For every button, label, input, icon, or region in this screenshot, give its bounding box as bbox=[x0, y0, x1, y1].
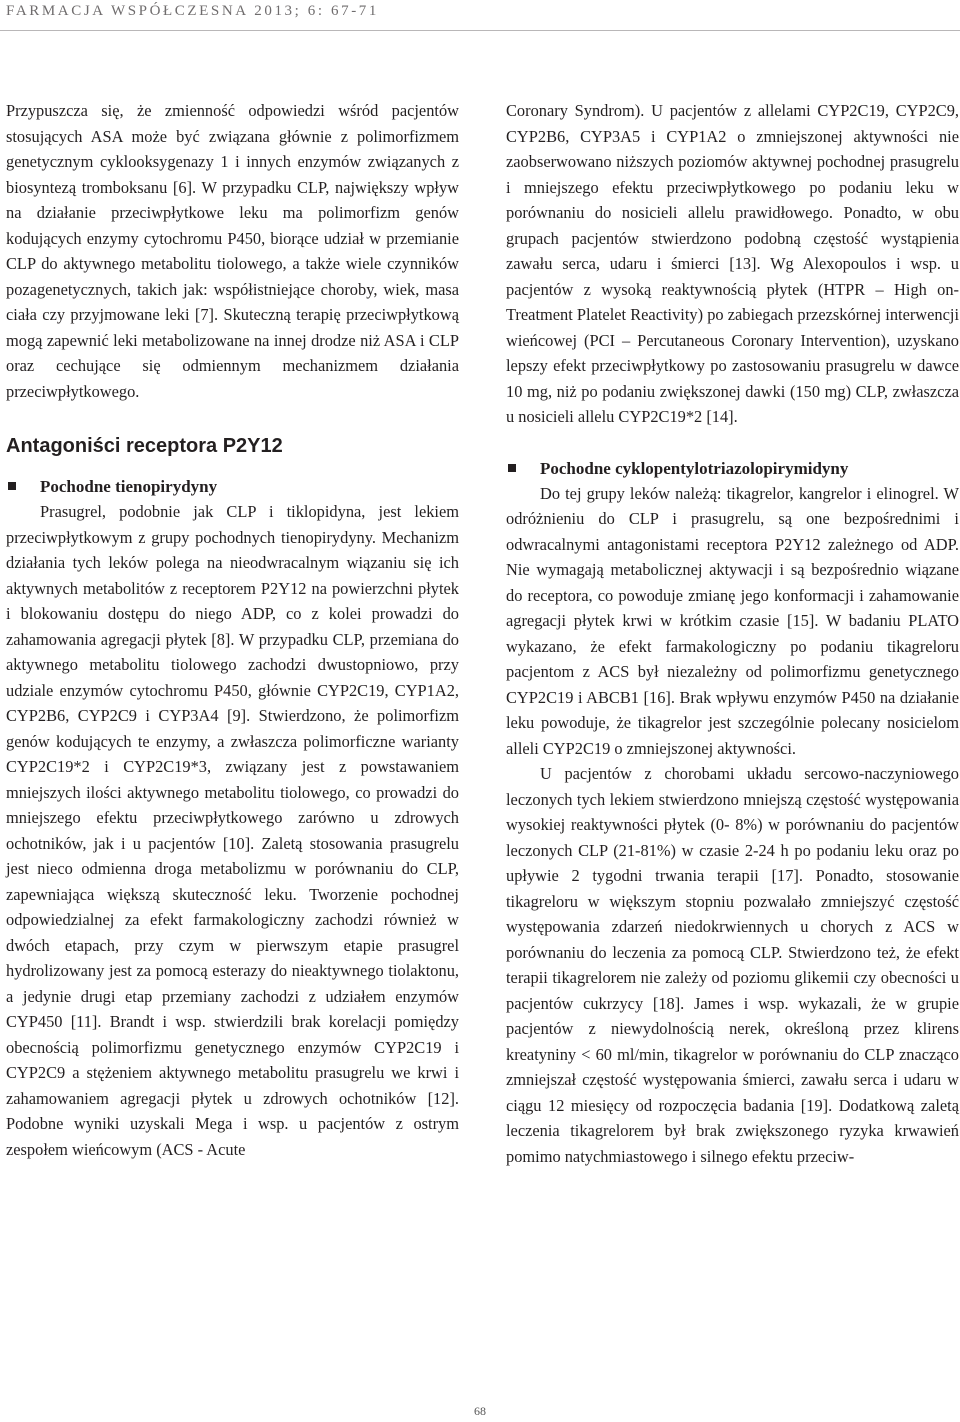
header-rule bbox=[0, 30, 960, 31]
left-paragraph-intro: Przypuszcza się, że zmienność odpowiedzi wśród pacjentów stosujących ASA może być związana głównie z polimorfizmem genetycznym cyklooksygenazy 1 i innych enzymów związanych z biosyntezą tromboksanu [6]. W przypadku CLP, największy wpływ na działanie przeciwpłytkowe leku ma polimorfizm genów kodujących enzymy cytochromu P450, biorące udział w przemianie CLP do aktywnego metabolitu tiolowego, a także wiele czynników pozagenetycznych, takich jak: współistniejące choroby, wiek, masa ciała czy przyjmowane leki [7]. Skuteczną terapię przeciwpłytkową mogą zapewnić leki metabolizowane na innej drodze niż ASA i CLP oraz cechujące się odmiennym mechanizmem działania przeciwpłytkowego. bbox=[6, 101, 459, 401]
right-paragraph-ticagrelor: Do tej grupy leków należą: tikagrelor, kangrelor i elinogrel. W odróżnieniu do CLP i prasugrelu, są one bezpośrednimi i odwracalnymi antagonistami receptora P2Y12 zależnego od ADP. Nie wymagają metabolicznej aktywacji i są bezpośrednio wiązane do receptora, co powoduje zmianę jego konformacji i zahamowanie agregacji płytek krwi w krótkim czasie [15]. W badaniu PLATO wykazano, że efekt farmakologiczny po podaniu tikagreloru pacjentom z ACS był niezależny od polimorfizmu genetycznego CYP2C19 i ABCB1 [16]. Brak wpływu enzymów P450 na działanie leku powoduje, że tikagrelor jest szczególnie polecany nosicielom alleli CYP2C19 o zmniejszonej aktywności. bbox=[506, 483, 959, 758]
subheading-cyclopentyltriazolopyrimidines bbox=[506, 456, 959, 481]
right-paragraph-continued: Coronary Syndrom). U pacjentów z allelami CYP2C19, CYP2C9, CYP2B6, CYP3A5 i CYP1A2 o zmniejszonej aktywności nie zaobserwowano niższych poziomów aktywnej pochodnej prasugrelu i mniejszego efektu przeciwpłytkowego po podaniu leku w porównaniu do nosicieli allelu prawidłowego. Ponadto, w obu grupach pacjentów stwierdzono podobną częstość wystąpienia zawału serca, udaru i śmierci [13]. Wg Alexopoulos i wsp. u pacjentów z wysoką reaktywnością płytek (HTPR – High on-Treatment Platelet Reactivity) po zabiegach przezskórnej interwencji wieńcowej (PCI – Percutaneous Coronary Intervention), uzyskano lepszy efekt przeciwpłytkowy po zastosowaniu prasugrelu w dawce 10 mg, niż po podaniu zwiększonej dawki (150 mg) CLP, zwłaszcza u nosicieli allelu CYP2C19*2 [14]. bbox=[506, 101, 959, 426]
subheading-text: Pochodne tienopirydyny bbox=[40, 477, 218, 496]
section-heading-p2y12: Antagoniści receptora P2Y12 bbox=[6, 435, 283, 457]
right-column bbox=[506, 98, 959, 1169]
left-column bbox=[6, 98, 459, 1162]
page-number: 68 bbox=[474, 1404, 486, 1418]
running-head: FARMACJA WSPÓŁCZESNA 2013; 6: 67-71 bbox=[6, 3, 379, 19]
right-paragraph-cardiovascular: U pacjentów z chorobami układu sercowo-naczyniowego leczonych tych lekiem stwierdzono mniejszą częstość występowania wysokiej reaktywności płytek (0- 8%) w porównaniu do pacjentów leczonych CLP (21-81%) w czasie 2-24 h po podaniu leku oraz po upływie 2 tygodni trwania terapii [17]. Ponadto, stosowanie tikagreloru w większym stopniu pozwalało zmniejszyć częstość występowania zdarzeń niedokrwiennych u chorych z ACS w porównaniu do leczenia za pomocą CLP. Stwierdzono też, że efekt terapii tikagrelorem nie zależy od poziomu glikemii czy obecności u pacjentów cukrzycy [18]. James i wsp. wykazali, że w grupie pacjentów z niewydolnością nerek, określoną przez klirens kreatyniny < 60 ml/min, tikagrelor w porównaniu do CLP znacząco zmniejszał częstość występowania śmierci, zawału serca i udaru w ciągu 12 miesięcy od rozpoczęcia badania [19]. Dodatkową zaletą leczenia tikagrelorem był brak zwiększonego ryzyka krwawień pomimo natychmiastowego i silnego efektu przeciw- bbox=[506, 764, 959, 1166]
square-bullet-icon bbox=[8, 482, 16, 490]
subheading-text: Pochodne cyklopentylotriazolopirymidyny bbox=[540, 458, 849, 478]
subheading-thienopyridines bbox=[6, 474, 459, 499]
square-bullet-icon bbox=[508, 464, 516, 472]
left-paragraph-prasugrel: Prasugrel, podobnie jak CLP i tiklopidyna, jest lekiem przeciwpłytkowym z grupy pochodnych tienopirydyny. Mechanizm działania tych leków polega na nieodwracalnym wiązaniu się ich aktywnych metabolitów z receptorem P2Y12 na powierzchni płytek i blokowaniu dostępu do niego ADP, co z kolei prowadzi do zahamowania agregacji płytek [8]. W przypadku CLP, przemiana do aktywnego metabolitu tiolowego zachodzi dwustopniowo, przy udziale enzymów cytochromu P450, głównie CYP2C19, CYP1A2, CYP2B6, CYP2C9 i CYP3A4 [9]. Stwierdzono, że polimorfizm genów kodujących te enzymy, a zwłaszcza polimorficzne warianty CYP2C19*2 i CYP2C19*3, związany jest z powstawaniem mniejszych ilości aktywnego metabolitu tiolowego, co prowadzi do mniejszego efektu przeciwpłytkowego zarówno u zdrowych ochotników, jak i u pacjentów [10]. Zaletą stosowania prasugrelu jest nieco odmienna droga metabolizmu w porównaniu do CLP, zapewniająca większą skuteczność leku. Tworzenie pochodnej odpowiedzialnej za efekt farmakologiczny zachodzi również w dwóch etapach, przy czym w pierwszym etapie prasugrel hydrolizowany jest za pomocą esterazy do nieaktywnego tiolaktonu, a jedynie drugi etap przemiany zachodzi z udziałem enzymów CYP450 [11]. Brandt i wsp. stwierdzili brak korelacji pomiędzy obecnością polimorfizmu genetycznego enzymów CYP2C19 i CYP2C9 a stężeniem aktywnego metabolitu prasugrelu we krwi i zahamowaniem agregacji płytek u zdrowych ochotników [12]. Podobne wyniki uzyskali Mega i wsp. u pacjentów z ostrym zespołem wieńcowym (ACS - Acute bbox=[6, 502, 459, 1159]
